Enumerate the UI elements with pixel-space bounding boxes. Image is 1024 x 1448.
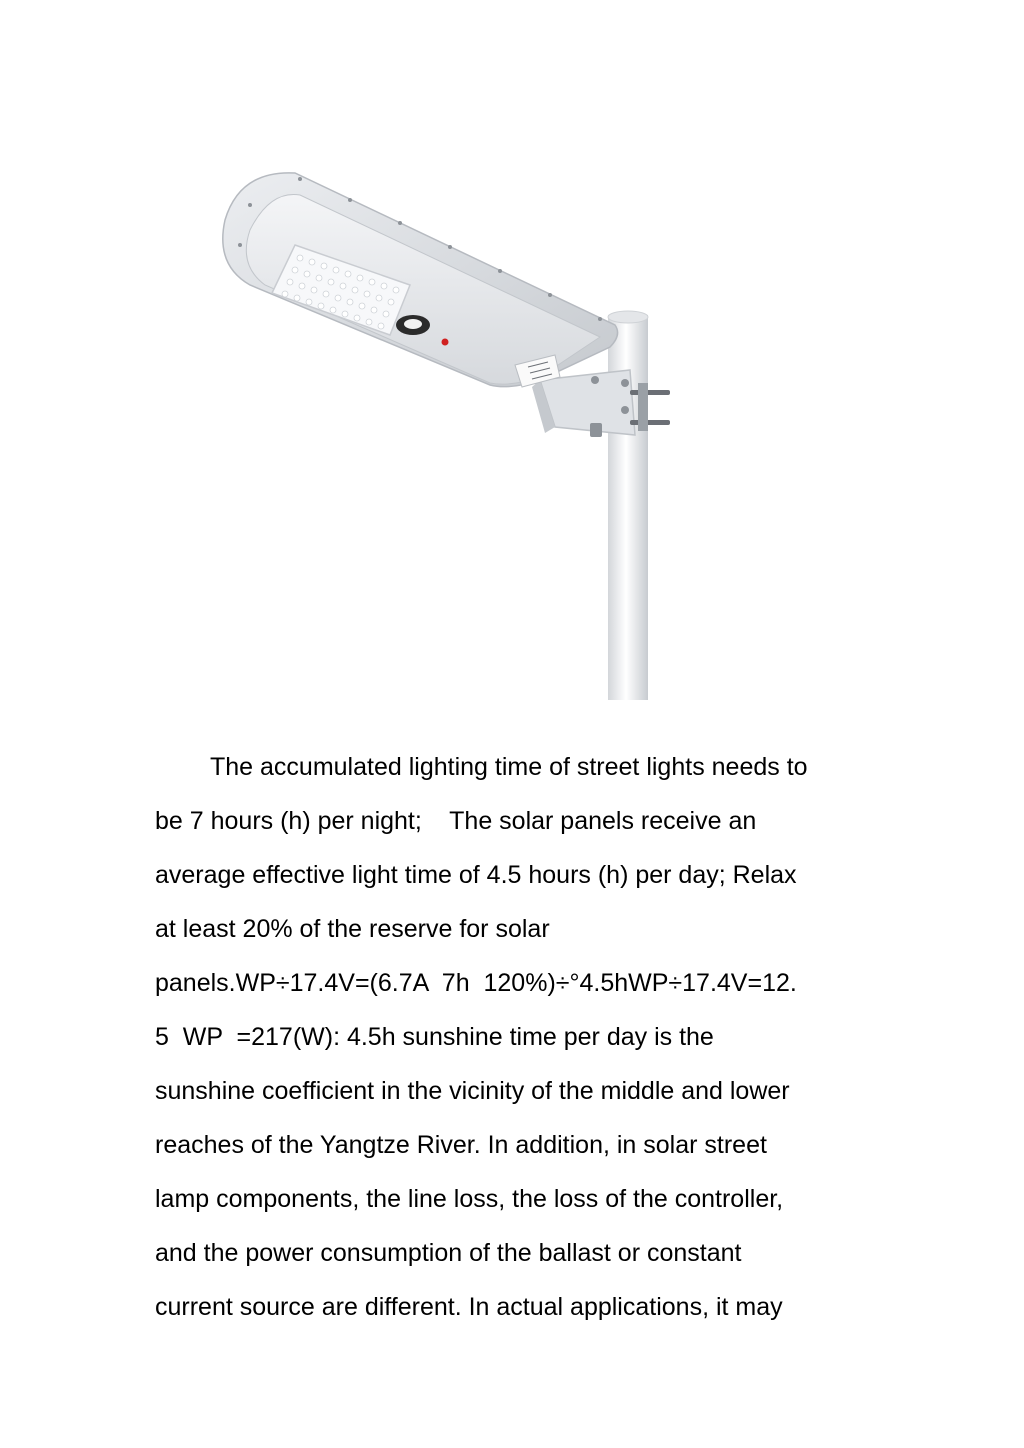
paragraph-line: be 7 hours (h) per night; The solar panels receive an [155,807,757,835]
paragraph-line: current source are different. In actual applications, it may [155,1293,783,1321]
paragraph-line: panels.WP÷17.4V=(6.7A 7h 120%)÷°4.5hWP÷17.4V=12. [155,969,797,997]
solar-street-light-icon [210,165,690,705]
paragraph-line: The accumulated lighting time of street lights needs to [210,753,808,781]
paragraph-line: at least 20% of the reserve for solar [155,915,550,943]
paragraph-line: reaches of the Yangtze River. In addition, in solar street [155,1131,767,1159]
paragraph-line: sunshine coefficient in the vicinity of the middle and lower [155,1077,790,1105]
paragraph-line: lamp components, the line loss, the loss of the controller, [155,1185,784,1213]
body-paragraph [155,740,875,1334]
street-light-photo [210,165,690,705]
paragraph-line: 5 WP =217(W): 4.5h sunshine time per day is the [155,1023,714,1051]
paragraph-line: and the power consumption of the ballast or constant [155,1239,742,1267]
paragraph-line: average effective light time of 4.5 hours (h) per day; Relax [155,861,797,889]
